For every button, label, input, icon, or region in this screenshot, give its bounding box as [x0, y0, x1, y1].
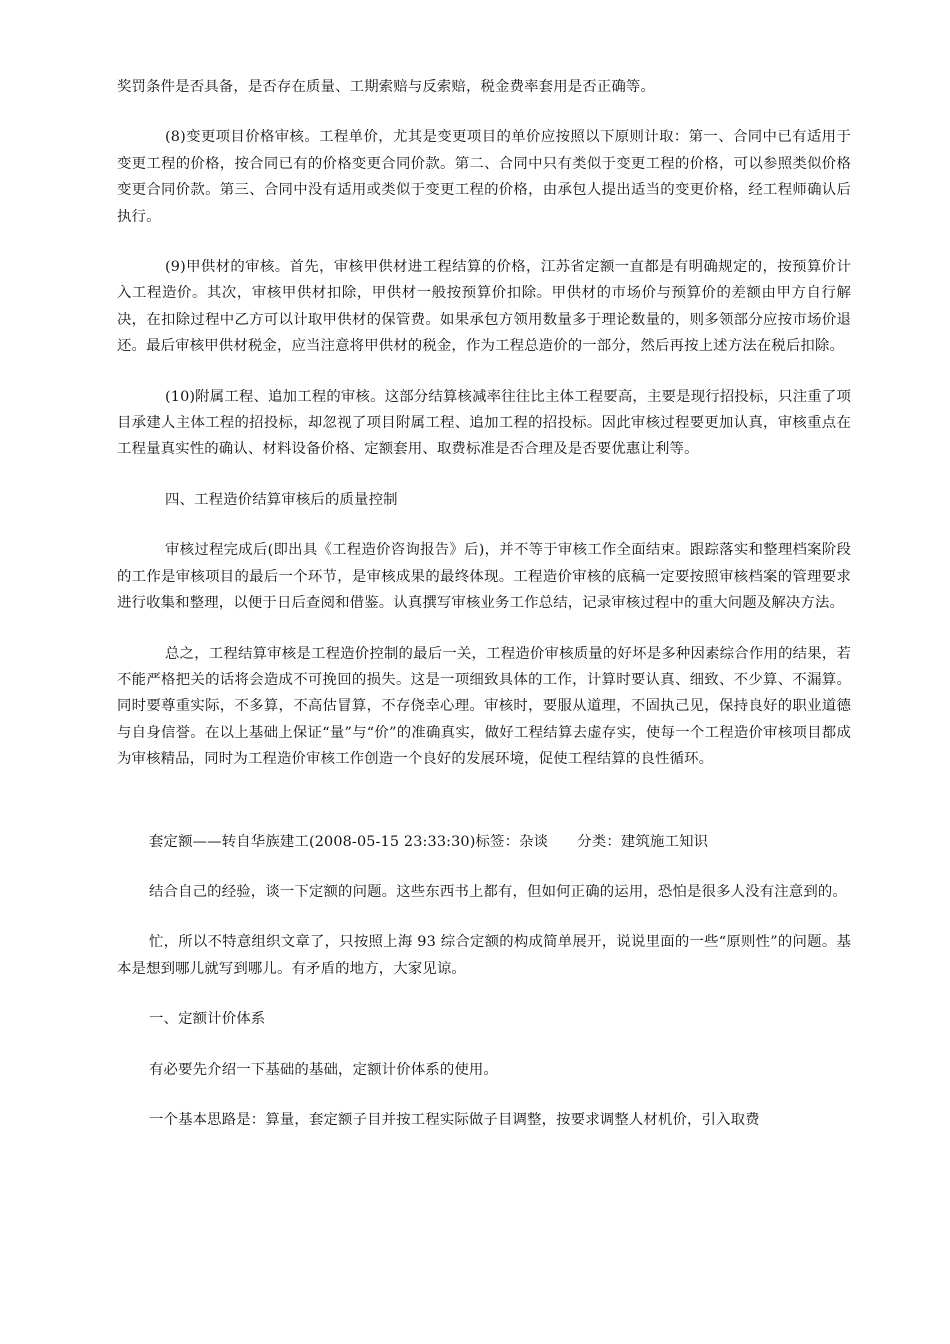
paragraph-basics: 有必要先介绍一下基础的基础，定额计价体系的使用。 [149, 1061, 498, 1078]
document-page [117, 74, 851, 1133]
section-heading-quality-control: 四、工程造价结算审核后的质量控制 [165, 491, 398, 508]
paragraph-after-review: 审核过程完成后(即出具《工程造价咨询报告》后)，并不等于审核工作全面结束。跟踪落实和整理档案阶段的工作是审核项目的最后一个环节，是审核成果的最终体现。工程造价审核的底稿一定要按照审核档案的管理要求进行收集和整理，以便于日后查阅和借鉴。认真撰写审核业务工作总结，记录审核过程中的重大问题及解决方法。 [117, 542, 851, 612]
paragraph-conclusion: 总之，工程结算审核是工程造价控制的最后一关，工程造价审核质量的好坏是多种因素综合作用的结果，若不能严格把关的话将会造成不可挽回的损失。这是一项细致具体的工作，计算时要认真、细致、不少算、不漏算。同时要尊重实际，不多算，不高估冒算，不存侥幸心理。审核时，要服从道理，不固执己见，保持良好的职业道德与自身信誉。在以上基础上保证“量”与“价”的准确真实，做好工程结算去虚存实，使每一个工程造价审核项目都成为审核精品，同时为工程造价审核工作创造一个良好的发展环境，促使工程结算的良性循环。 [117, 645, 851, 768]
paragraph-penalty-conditions: 奖罚条件是否具备，是否存在质量、工期索赔与反索赔，税金费率套用是否正确等。 [117, 79, 656, 95]
paragraph-basic-approach: 一个基本思路是：算量，套定额子目并按工程实际做子目调整，按要求调整人材机价，引入取费 [149, 1111, 760, 1128]
paragraph-owner-supplied-material-review: (9)甲供材的审核。首先，审核甲供材进工程结算的价格，江苏省定额一直都是有明确规定的，按预算价计入工程造价。其次，审核甲供材扣除，甲供材一般按预算价扣除。甲供材的市场价与预算价的差额由甲方自行解决，在扣除过程中乙方可以计取甲供材的保管费。如果承包方领用数量多于理论数量的，则多领部分应按市场价退还。最后审核甲供材税金，应当注意将甲供材的税金，作为工程总造价的一部分，然后再按上述方法在税后扣除。 [117, 259, 851, 355]
article-title-line: 套定额——转自华族建工(2008-05-15 23:33:30)标签：杂谈 分类：建筑施工知识 [149, 833, 709, 850]
paragraph-intro-experience: 结合自己的经验，谈一下定额的问题。这些东西书上都有，但如何正确的运用，恐怕是很多人没有注意到的。 [149, 883, 847, 900]
paragraph-ancillary-works-review: (10)附属工程、追加工程的审核。这部分结算核减率往往比主体工程要高，主要是现行招投标，只注重了项目承建人主体工程的招投标，却忽视了项目附属工程、追加工程的招投标。因此审核过程要更加认真，审核重点在工程量真实性的确认、材料设备价格、定额套用、取费标准是否合理及是否要优惠让利等。 [117, 388, 851, 458]
paragraph-intro-busy: 忙，所以不特意组织文章了，只按照上海 93 综合定额的构成简单展开，说说里面的一些“原则性”的问题。基本是想到哪儿就写到哪儿。有矛盾的地方，大家见谅。 [117, 934, 851, 977]
paragraph-change-item-price-review: (8)变更项目价格审核。工程单价，尤其是变更项目的单价应按照以下原则计取：第一、合同中已有适用于变更工程的价格，按合同已有的价格变更合同价款。第二、合同中只有类似于变更工程的价格，可以参照类似价格变更合同价款。第三、合同中没有适用或类似于变更工程的价格，由承包人提出适当的变更价格，经工程师确认后执行。 [117, 129, 851, 225]
section-heading-quota-pricing-system: 一、定额计价体系 [149, 1011, 266, 1028]
